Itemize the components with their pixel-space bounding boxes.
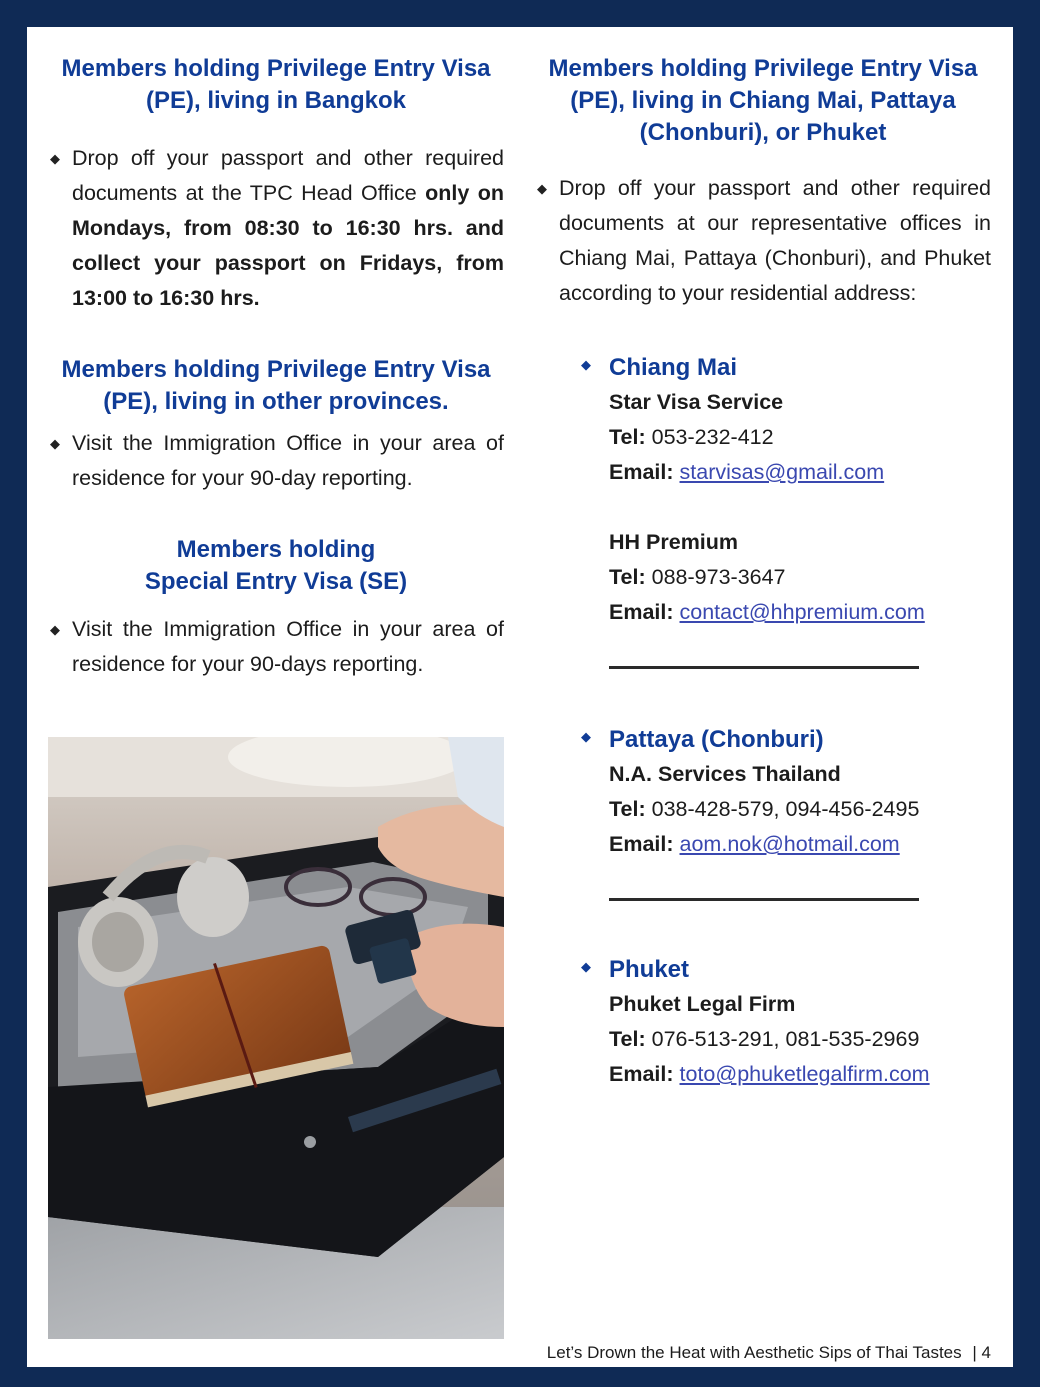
office-email xyxy=(609,595,991,630)
office-name: HH Premium xyxy=(609,530,739,554)
suitcase-photo xyxy=(48,737,504,1339)
left-column xyxy=(48,53,504,720)
office-tel xyxy=(609,792,991,827)
other-list xyxy=(48,426,504,496)
office-phuket xyxy=(579,953,991,1092)
section-other-provinces xyxy=(48,354,504,496)
bangkok-text: Drop off your passport and other required documents at the TPC Head Office xyxy=(72,146,504,205)
heading-se-1: Members holding xyxy=(176,536,376,563)
list-item xyxy=(48,426,504,496)
office-email xyxy=(609,827,991,862)
city-pattaya: Pattaya (Chonburi) xyxy=(609,726,824,753)
office-tel xyxy=(609,420,991,455)
se-list xyxy=(48,612,504,682)
tel-label: Tel: xyxy=(609,797,646,821)
bangkok-text-bold: only on Mondays, from 08:30 to 16:30 hrs. and collect your passport on Fridays, from 13:00 to 16:30 hrs. xyxy=(72,181,504,310)
section-bangkok xyxy=(48,53,504,316)
regional-text: Drop off your passport and other required documents at our representative offices in Chiang Mai, Pattaya (Chonburi), and Phuket according to your residential address: xyxy=(559,176,991,305)
office-tel xyxy=(609,560,991,595)
email-link[interactable]: toto@phuketlegalfirm.com xyxy=(679,1062,930,1086)
heading-other-provinces: Members holding Privilege Entry Visa (PE), living in other provinces. xyxy=(61,356,491,415)
tel-label: Tel: xyxy=(609,425,646,449)
footer xyxy=(547,1343,991,1363)
city-phuket: Phuket xyxy=(609,956,690,983)
list-item xyxy=(48,141,504,316)
heading-se-2: Special Entry Visa (SE) xyxy=(144,568,408,595)
city-chiangmai: Chiang Mai xyxy=(609,354,738,381)
office-name: Phuket Legal Firm xyxy=(609,992,796,1016)
regional-list xyxy=(535,171,991,311)
heading-bangkok: Members holding Privilege Entry Visa (PE), living in Bangkok xyxy=(61,55,491,114)
diamond-bullet-icon: ◆ xyxy=(50,151,60,166)
office-pattaya xyxy=(579,723,991,862)
office-tel xyxy=(609,1022,991,1057)
email-link[interactable]: aom.nok@hotmail.com xyxy=(679,832,900,856)
divider xyxy=(609,898,919,901)
diamond-bullet-icon: ◆ xyxy=(581,729,591,744)
right-column xyxy=(535,53,991,1092)
footer-text: Let’s Drown the Heat with Aesthetic Sips of Thai Tastes xyxy=(546,1343,962,1362)
diamond-bullet-icon: ◆ xyxy=(50,622,60,637)
tel-label: Tel: xyxy=(609,565,646,589)
email-link[interactable]: starvisas@gmail.com xyxy=(679,460,885,484)
diamond-bullet-icon: ◆ xyxy=(50,436,60,451)
divider xyxy=(609,666,919,669)
tel-value: 076-513-291, 081-535-2969 xyxy=(651,1027,920,1051)
spacer xyxy=(609,490,991,525)
email-label: Email: xyxy=(609,600,674,624)
list-item xyxy=(48,612,504,682)
tel-value: 038-428-579, 094-456-2495 xyxy=(651,797,920,821)
email-label: Email: xyxy=(609,460,674,484)
diamond-bullet-icon: ◆ xyxy=(581,357,591,372)
other-text: Visit the Immigration Office in your area of residence for your 90-day reporting. xyxy=(72,431,504,490)
tel-value: 053-232-412 xyxy=(651,425,774,449)
list-item xyxy=(535,171,991,311)
footer-separator: | xyxy=(972,1343,977,1362)
office-name: Star Visa Service xyxy=(609,390,784,414)
heading-regional: Members holding Privilege Entry Visa (PE), living in Chiang Mai, Pattaya (Chonburi), or Phuket xyxy=(548,55,978,146)
office-email xyxy=(609,1057,991,1092)
tel-label: Tel: xyxy=(609,1027,646,1051)
diamond-bullet-icon: ◆ xyxy=(581,959,591,974)
se-text: Visit the Immigration Office in your area of residence for your 90-days reporting. xyxy=(72,617,504,676)
office-email xyxy=(609,455,991,490)
office-name: N.A. Services Thailand xyxy=(609,762,841,786)
office-chiangmai xyxy=(579,351,991,630)
bangkok-list xyxy=(48,141,504,316)
diamond-bullet-icon: ◆ xyxy=(537,181,547,196)
email-label: Email: xyxy=(609,832,674,856)
page xyxy=(27,27,1013,1367)
email-label: Email: xyxy=(609,1062,674,1086)
section-se xyxy=(48,534,504,682)
email-link[interactable]: contact@hhpremium.com xyxy=(679,600,925,624)
page-number: 4 xyxy=(981,1343,991,1362)
tel-value: 088-973-3647 xyxy=(651,565,786,589)
